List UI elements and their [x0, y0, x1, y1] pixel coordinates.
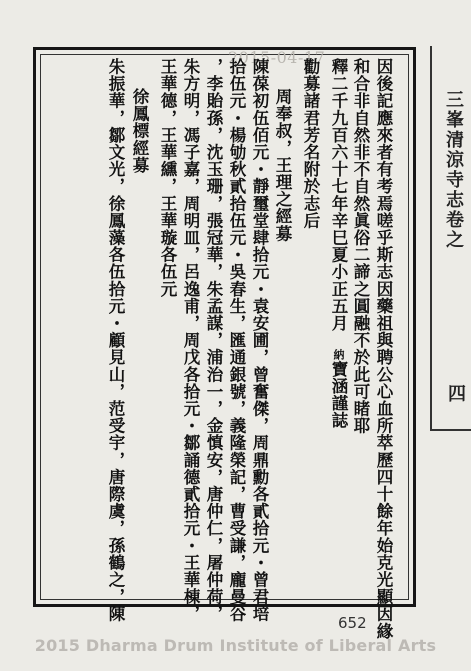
text-column-2: 和合非自然非不自然眞俗二諦之圓融不於此可睹耶 [351, 58, 370, 435]
text-column-1: 因後記應來者有考焉嗟乎斯志因藥祖與聘公心血所萃歷四十餘年始克光顯因緣 [374, 58, 393, 640]
signature-name: 寶涵謹誌 [329, 360, 348, 429]
text-column-9: 朱方明，馮子嘉，周明皿，呂逸甫，周戊各拾元・鄒誦德貳拾元・王華棟， [181, 58, 200, 623]
text-column-4-heading: 勸募諸君芳名附於志后 [301, 58, 320, 229]
text-column-5-subheading: 周奉叔，王理之經募 [273, 88, 292, 242]
footer-copyright: 2015 Dharma Drum Institute of Liberal Arts [34, 636, 437, 655]
text-column-12: 朱振華，鄒文光，徐鳳藻各伍拾元・顧見山，范受宇，唐際虞，孫鶴之，陳 [106, 58, 125, 623]
text-column-7: 拾伍元・楊劬秋貳拾伍元・吳春生，匯通銀號，義隆榮記，曹受謙，龐曼谷 [227, 58, 246, 623]
page-number: 652 [338, 614, 367, 632]
text-column-8: ，李貽孫，沈玉珊，張冠華，朱孟謀，浦治一，金慎安，唐仲仁，屠仲荷， [204, 58, 223, 623]
colophon-date: 釋二千九百六十七年辛巳夏小正五月 [329, 58, 348, 332]
side-margin-title: 三峯清涼寺志卷之 [443, 90, 464, 250]
text-column-6: 陳葆初伍佰元・靜璽堂肆拾元・袁安圃，曾奮傑，周鼎勳各貳拾元・曾君培 [250, 58, 269, 623]
signature-small-char: 納 [332, 348, 345, 361]
text-column-11-subheading: 徐鳳標經募 [130, 88, 149, 174]
side-margin-number: 四 [445, 384, 466, 402]
text-column-10: 王華德，王華纁，王華璇各伍元 [158, 58, 177, 298]
text-column-3 [327, 58, 349, 429]
watermark-date: 2015-04-17 [228, 48, 326, 67]
